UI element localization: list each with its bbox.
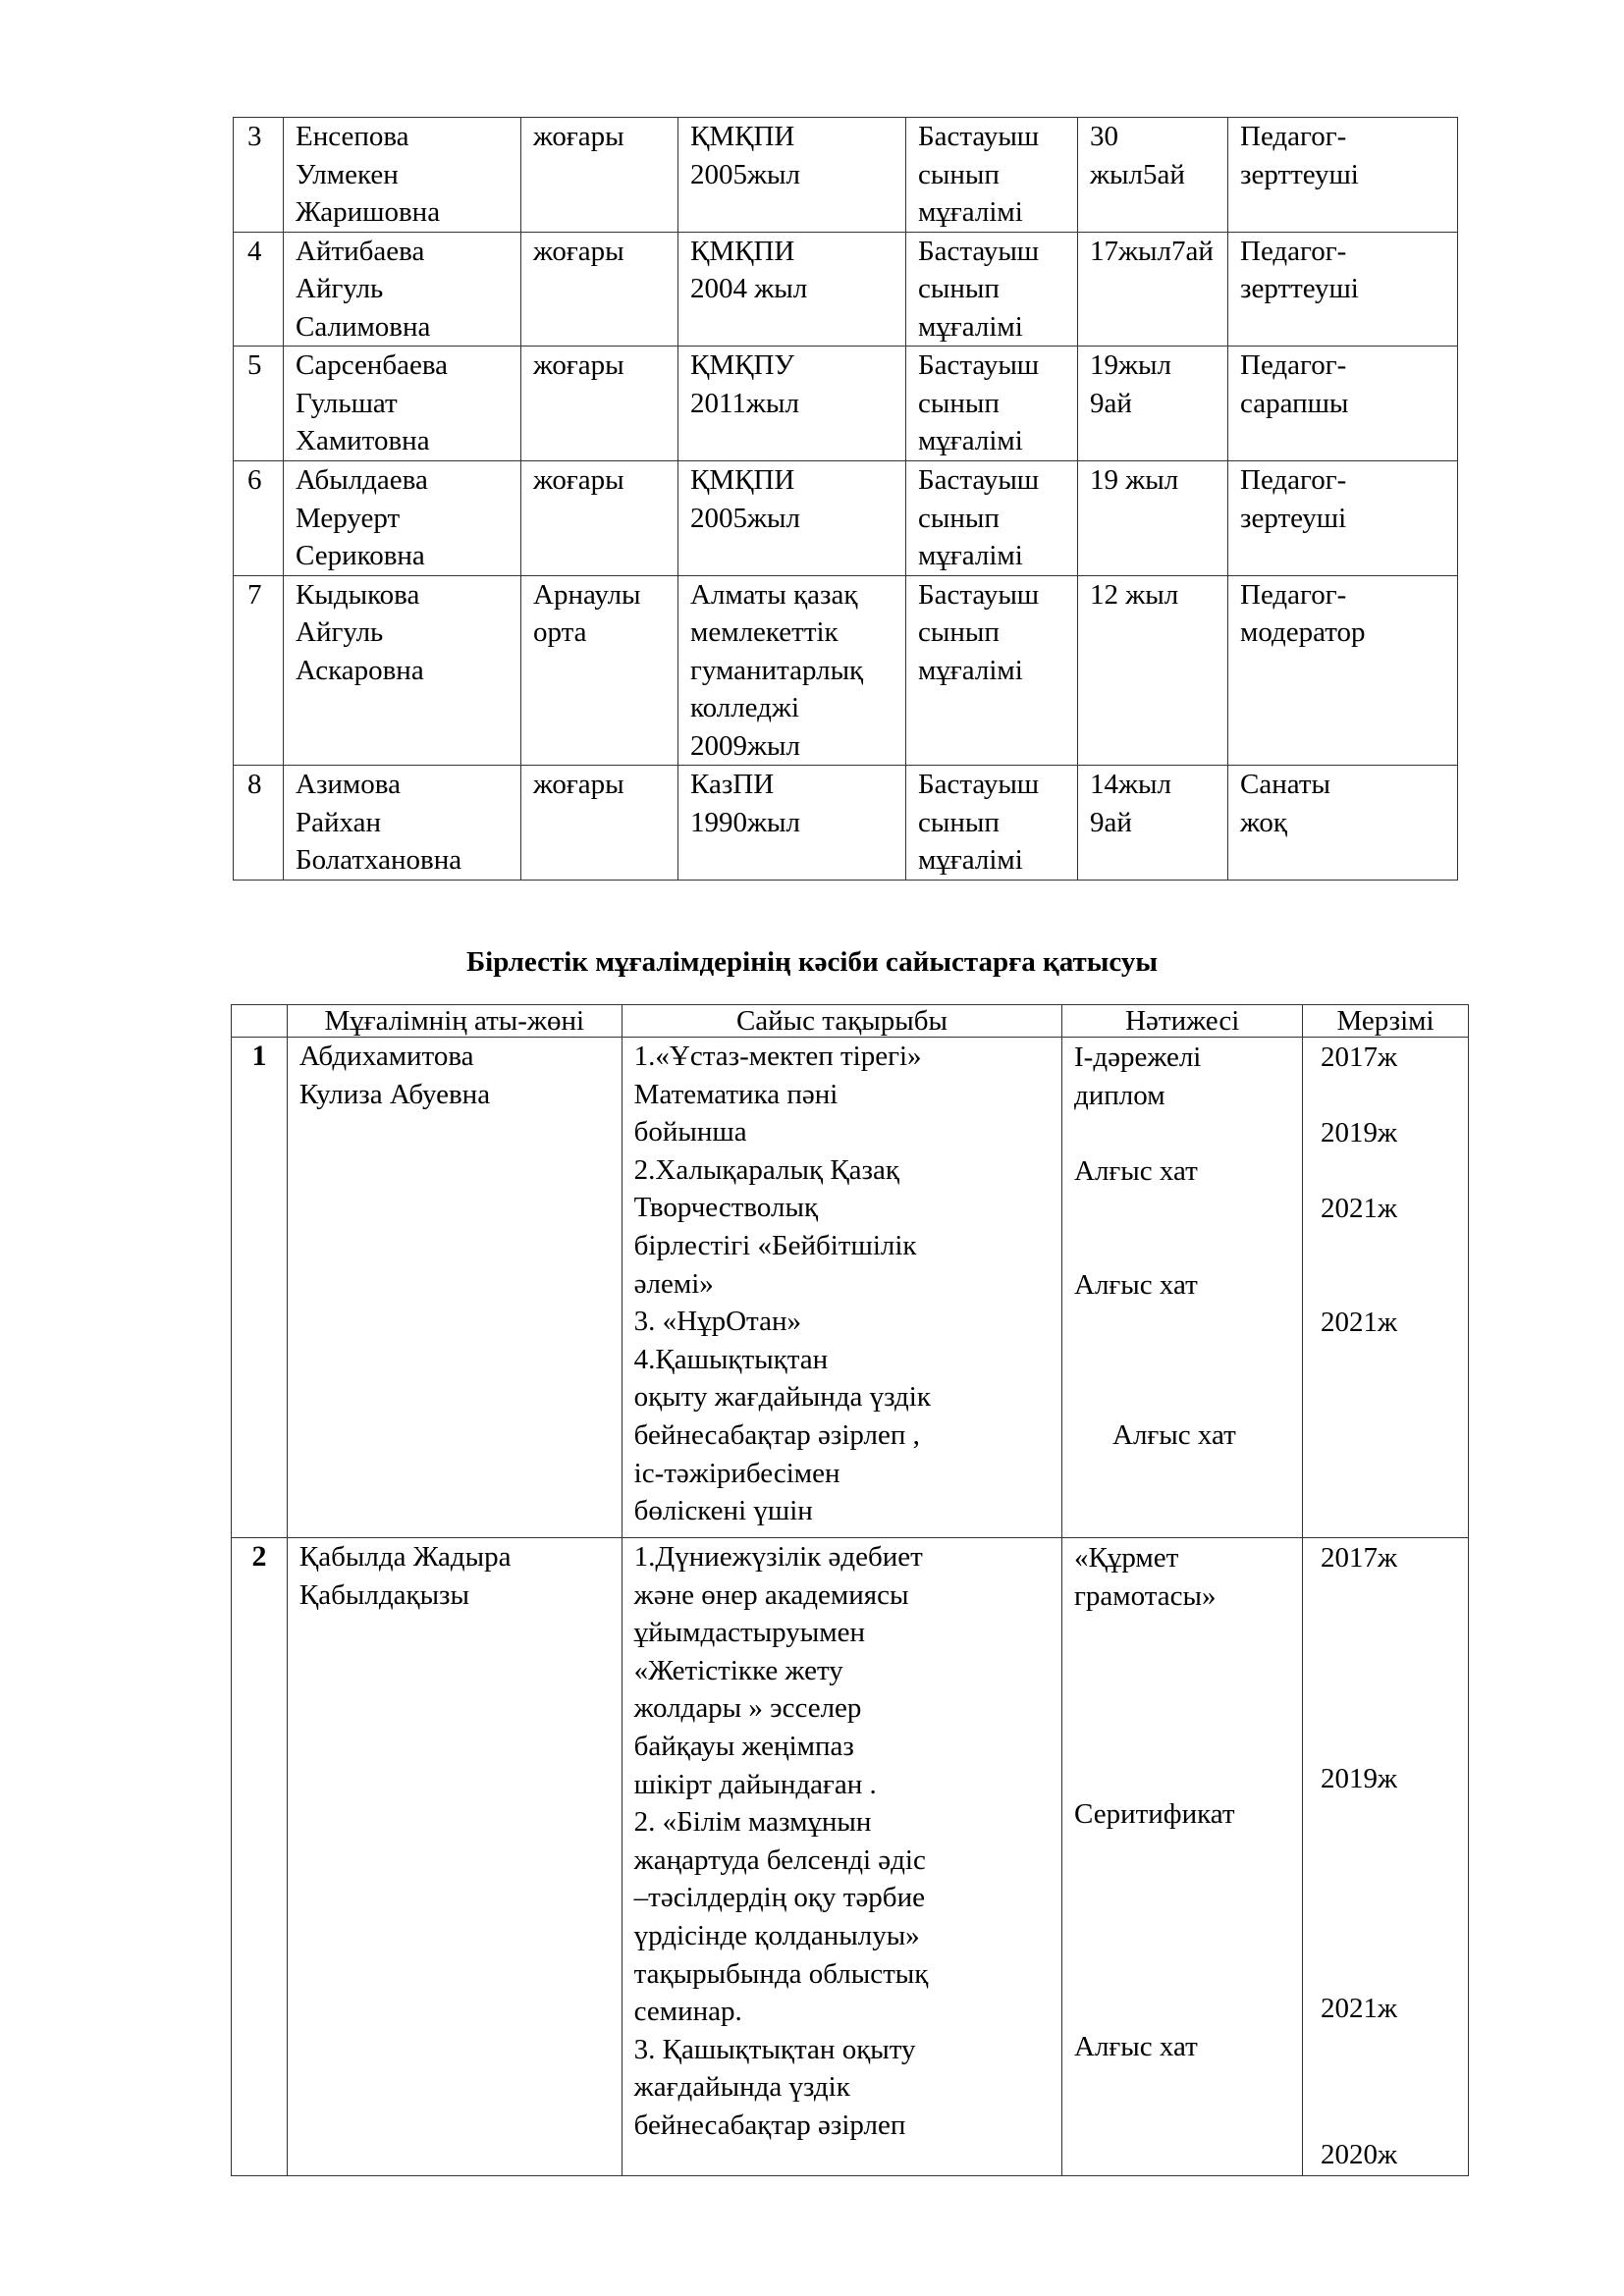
row-number: 8 (234, 766, 284, 881)
date-text: 2021ж (1321, 1993, 1398, 2024)
date-text: 2020ж (1321, 2139, 1398, 2170)
row-number: 5 (234, 347, 284, 461)
result-text: Алғыс хат (1074, 1269, 1198, 1301)
category: Педагог- модератор (1228, 575, 1458, 766)
table-row (234, 118, 1458, 233)
category: Педагог- сарапшы (1228, 347, 1458, 461)
table-row (234, 575, 1458, 766)
table-row (234, 461, 1458, 576)
institution: КазПИ 1990жыл (678, 766, 906, 881)
institution: Алматы қазақ мемлекеттік гуманитарлық колледжі 2009жыл (678, 575, 906, 766)
header-competition-topic: Сайыс тақырыбы (622, 1005, 1062, 1038)
row-number: 6 (234, 461, 284, 576)
row-number: 7 (234, 575, 284, 766)
date-cell (1303, 1538, 1469, 2176)
date-cell (1303, 1038, 1469, 1538)
table-row (232, 1538, 1469, 2176)
competition-topic: 1.«Ұстаз-мектеп тірегі» Математика пәні бойынша 2.Халықаралық Қазақ Творчестволық бірлестігі «Бейбітшілік әлемі» 3. «НұрОтан» 4.Қашықтықтан оқыту жағдайында үздік бейнесабақтар әзірлеп , іс-тәжірибесімен бөліскені үшін (622, 1038, 1062, 1538)
row-number: 2 (232, 1538, 288, 2176)
header-teacher-name: Мұғалімнің аты-жөні (287, 1005, 622, 1038)
row-number: 1 (232, 1038, 288, 1538)
position: Бастауыш сынып мұғалімі (906, 232, 1078, 347)
position: Бастауыш сынып мұғалімі (906, 461, 1078, 576)
competition-topic: 1.Дүниежүзілік әдебиет және өнер академиясы ұйымдастыруымен «Жетістікке жету жолдары » эсселер байқауы жеңімпаз шікірт дайындаған . 2. «Білім мазмұнын жаңартуда белсенді әдіс –тәсілдердің оқу тәрбие үрдісінде қолданылуы» тақырыбында облыстық семинар. 3. Қашықтықтан оқыту жағдайында үздік бейнесабақтар әзірлеп (622, 1538, 1062, 2176)
experience: 30 жыл5ай (1078, 118, 1228, 233)
teacher-name: Азимова Райхан Болатхановна (284, 766, 521, 881)
table-row (232, 1038, 1469, 1538)
date-text: 2017ж (1321, 1041, 1398, 1073)
result-text: І-дәрежелі (1074, 1041, 1202, 1073)
experience: 19 жыл (1078, 461, 1228, 576)
education-level: жоғары (521, 118, 678, 233)
education-level: жоғары (521, 232, 678, 347)
education-level: жоғары (521, 766, 678, 881)
teacher-name: Сарсенбаева Гульшат Хамитовна (284, 347, 521, 461)
position: Бастауыш сынып мұғалімі (906, 575, 1078, 766)
education-level: Арнаулы орта (521, 575, 678, 766)
experience: 17жыл7ай (1078, 232, 1228, 347)
institution: ҚМҚПУ 2011жыл (678, 347, 906, 461)
table-row (234, 347, 1458, 461)
competitions-table-wrapper (231, 1004, 1469, 2175)
header-date: Мерзімі (1303, 1005, 1469, 1038)
category: Педагог- зерттеуші (1228, 232, 1458, 347)
header-result: Нәтижесі (1062, 1005, 1303, 1038)
date-text: 2021ж (1321, 1307, 1398, 1338)
education-level: жоғары (521, 347, 678, 461)
result-cell (1062, 1538, 1303, 2176)
institution: ҚМҚПИ 2005жыл (678, 461, 906, 576)
experience: 19жыл 9ай (1078, 347, 1228, 461)
result-text: Серитификат (1074, 1798, 1235, 1830)
position: Бастауыш сынып мұғалімі (906, 118, 1078, 233)
institution: ҚМҚПИ 2005жыл (678, 118, 906, 233)
competitions-table (231, 1004, 1469, 2176)
result-text: Алғыс хат (1074, 1155, 1198, 1187)
position: Бастауыш сынып мұғалімі (906, 766, 1078, 881)
date-text: 2019ж (1321, 1117, 1398, 1148)
category: Педагог- зерттеуші (1228, 118, 1458, 233)
teacher-name: Абдихамитова Кулиза Абуевна (287, 1038, 622, 1538)
institution: ҚМҚПИ 2004 жыл (678, 232, 906, 347)
teacher-name: Кыдыкова Айгуль Аскаровна (284, 575, 521, 766)
table-row (234, 232, 1458, 347)
result-text: Алғыс хат (1074, 2031, 1198, 2062)
teacher-name: Қабылда Жадыра Қабылдақызы (287, 1538, 622, 2176)
table-row (234, 766, 1458, 881)
date-text: 2019ж (1321, 1763, 1398, 1794)
category: Санаты жоқ (1228, 766, 1458, 881)
teacher-name: Айтибаева Айгуль Салимовна (284, 232, 521, 347)
date-text: 2017ж (1321, 1542, 1398, 1574)
teacher-name: Енсепова Улмекен Жаришовна (284, 118, 521, 233)
experience: 12 жыл (1078, 575, 1228, 766)
row-number: 4 (234, 232, 284, 347)
category: Педагог- зертеуші (1228, 461, 1458, 576)
staff-table (233, 117, 1458, 881)
result-text: «Құрмет (1074, 1542, 1179, 1574)
result-text: Алғыс хат (1112, 1419, 1236, 1451)
position: Бастауыш сынып мұғалімі (906, 347, 1078, 461)
table-header-row (232, 1005, 1469, 1038)
section-title: Бірлестік мұғалімдерінің кәсіби сайыстарға қатысуы (465, 946, 1158, 978)
result-text: грамотасы» (1074, 1580, 1217, 1612)
teacher-name: Абылдаева Меруерт Сериковна (284, 461, 521, 576)
row-number: 3 (234, 118, 284, 233)
experience: 14жыл 9ай (1078, 766, 1228, 881)
result-text: диплом (1074, 1080, 1165, 1111)
date-text: 2021ж (1321, 1193, 1398, 1224)
header-number (232, 1005, 288, 1038)
education-level: жоғары (521, 461, 678, 576)
